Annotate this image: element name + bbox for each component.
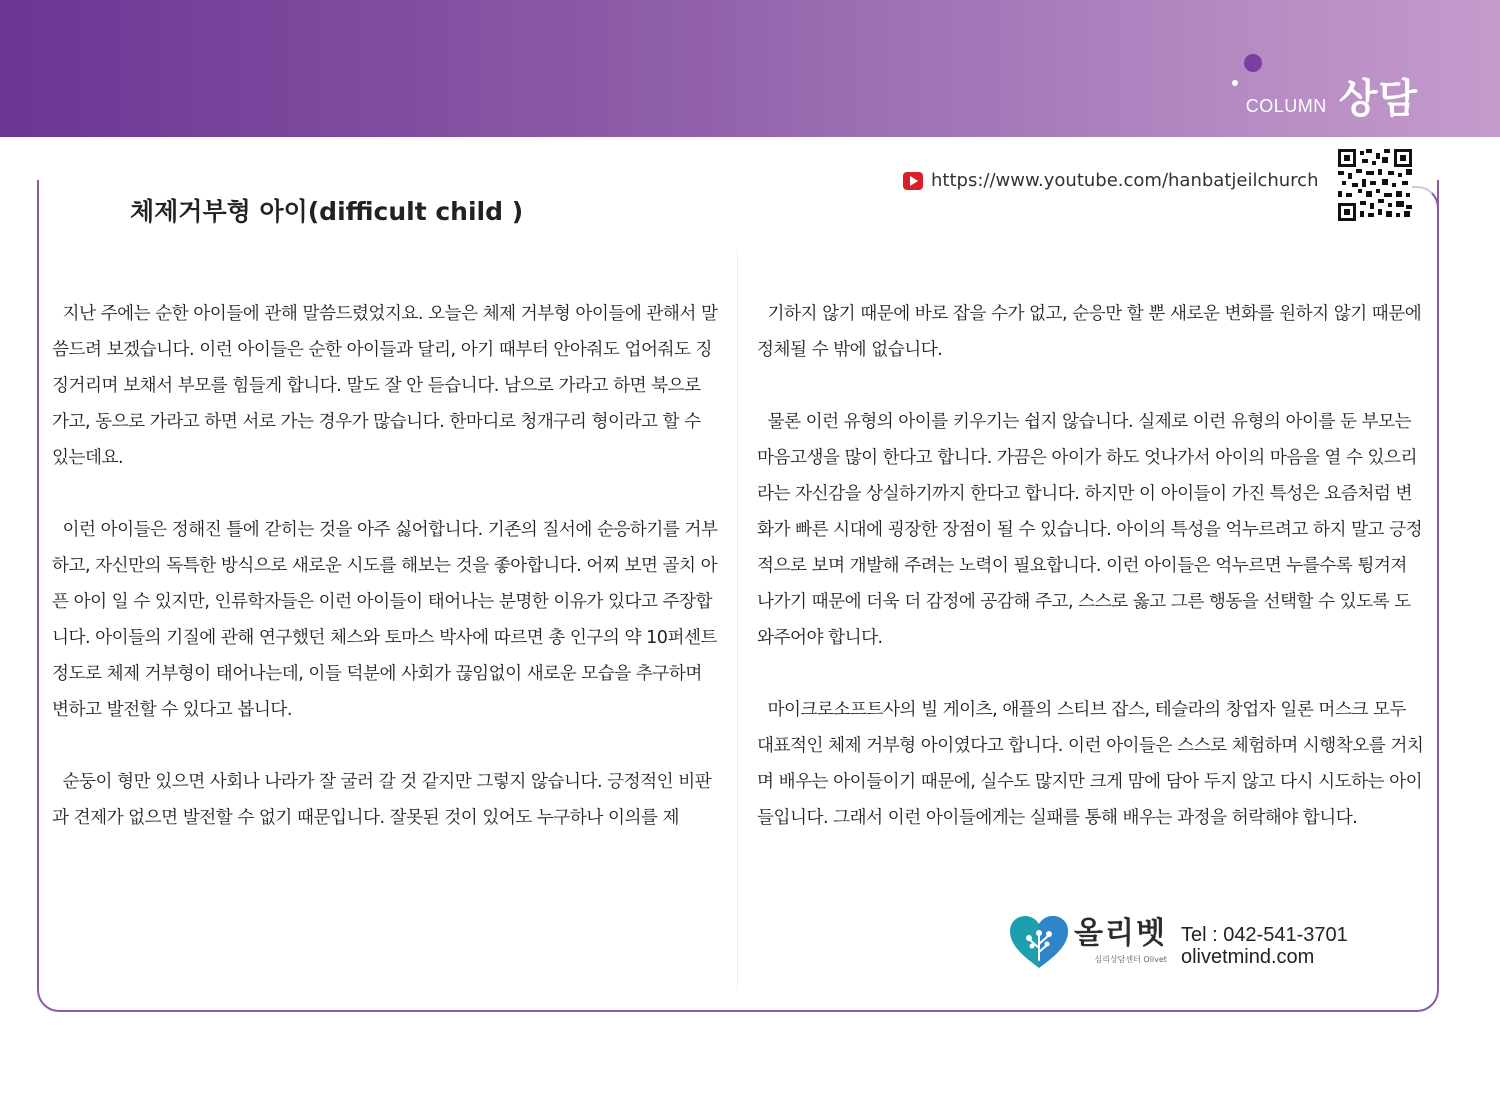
olivet-logo [1010, 916, 1348, 970]
article-left-column [52, 296, 720, 872]
column-word: COLUMN [1245, 96, 1327, 116]
website-link[interactable]: olivetmind.com [1180, 946, 1315, 968]
paragraph: 마이크로소프트사의 빌 게이츠, 애플의 스티브 잡스, 테슬라의 창업자 일론 머스크 모두 대표적인 체제 거부형 아이였다고 합니다. 이런 아이들은 스스로 체험하며 시행착오를 거치며 배우는 아이들이기 때문에, 실수도 많지만 크게 맘에 담아 두지 않고 다시 시도하는 아이들입니다. 그래서 이런 아이들에게는 실패를 통해 배우는 과정을 허락해야 합니다. [757, 700, 1424, 828]
brand-subtitle: 심리상담센터 Olivet [1094, 955, 1167, 964]
paragraph: 지난 주에는 순한 아이들에 관해 말씀드렸었지요. 오늘은 체제 거부형 아이들에 관해서 말씀드려 보겠습니다. 이런 아이들은 순한 아이들과 달리, 아기 때부터 안아줘도 업어줘도 징징거리며 보채서 부모를 힘들게 합니다. 말도 잘 안 듣습니다. 남으로 가라고 하면 북으로 가고, 동으로 가라고 하면 서로 가는 경우가 많습니다. 한마디로 청개구리 형이라고 할 수 있는데요. [52, 304, 718, 468]
column-title: 상담 [1338, 76, 1418, 122]
paragraph: 물론 이런 유형의 아이를 키우기는 쉽지 않습니다. 실제로 이런 유형의 아이를 둔 부모는 마음고생을 많이 한다고 합니다. 가끔은 아이가 하도 엇나가서 아이의 마음을 열 수 있으리라는 자신감을 상실하기까지 한다고 합니다. 하지만 이 아이들이 가진 특성은 요즘처럼 변화가 빠른 시대에 굉장한 장점이 될 수 있습니다. 아이의 특성을 억누르려고 하지 말고 긍정적으로 보며 개발해 주려는 노력이 필요합니다. 이런 아이들은 억누르면 누를수록 튕겨져 나가기 때문에 더욱 더 감정에 공감해 주고, 스스로 옳고 그른 행동을 선택할 수 있도록 도와주어야 합니다. [757, 412, 1423, 648]
brand-name: 올리벳 [1074, 916, 1167, 951]
decor-dot [1244, 54, 1262, 72]
contact-info [1181, 924, 1348, 968]
youtube-url[interactable]: https://www.youtube.com/hanbatjeilchurch [931, 170, 1319, 191]
logo-text [1074, 916, 1167, 965]
decor-dot-small [1232, 80, 1238, 86]
paragraph: 이런 아이들은 정해진 틀에 갇히는 것을 아주 싫어합니다. 기존의 질서에 순응하기를 거부하고, 자신만의 독특한 방식으로 새로운 시도를 해보는 것을 좋아합니다. 어찌 보면 골치 아픈 아이 일 수 있지만, 인류학자들은 이런 아이들이 태어나는 분명한 이유가 있다고 주장합니다. 아이들의 기질에 관해 연구했던 체스와 토마스 박사에 따르면 총 인구의 약 10퍼센트 정도로 체제 거부형이 태어나는데, 이들 덕분에 사회가 끊임없이 새로운 모습을 추구하며 변하고 발전할 수 있다고 봅니다. [52, 520, 718, 720]
article-title: 체제거부형 아이(difficult child ) [130, 197, 524, 226]
column-divider [737, 250, 738, 990]
heart-tree-logo-icon [1010, 916, 1068, 970]
paragraph: 순둥이 형만 있으면 사회나 나라가 잘 굴러 갈 것 같지만 그렇지 않습니다. 긍정적인 비판과 견제가 없으면 발전할 수 없기 때문입니다. 잘못된 것이 있어도 누구하나 이의를 제 [52, 772, 712, 828]
column-label [1244, 62, 1418, 124]
phone-number: Tel : 042-541-3701 [1180, 924, 1348, 946]
article-right-column [757, 296, 1425, 872]
paragraph: 기하지 않기 때문에 바로 잡을 수가 없고, 순응만 할 뿐 새로운 변화를 원하지 않기 때문에 정체될 수 밖에 없습니다. [757, 304, 1422, 360]
